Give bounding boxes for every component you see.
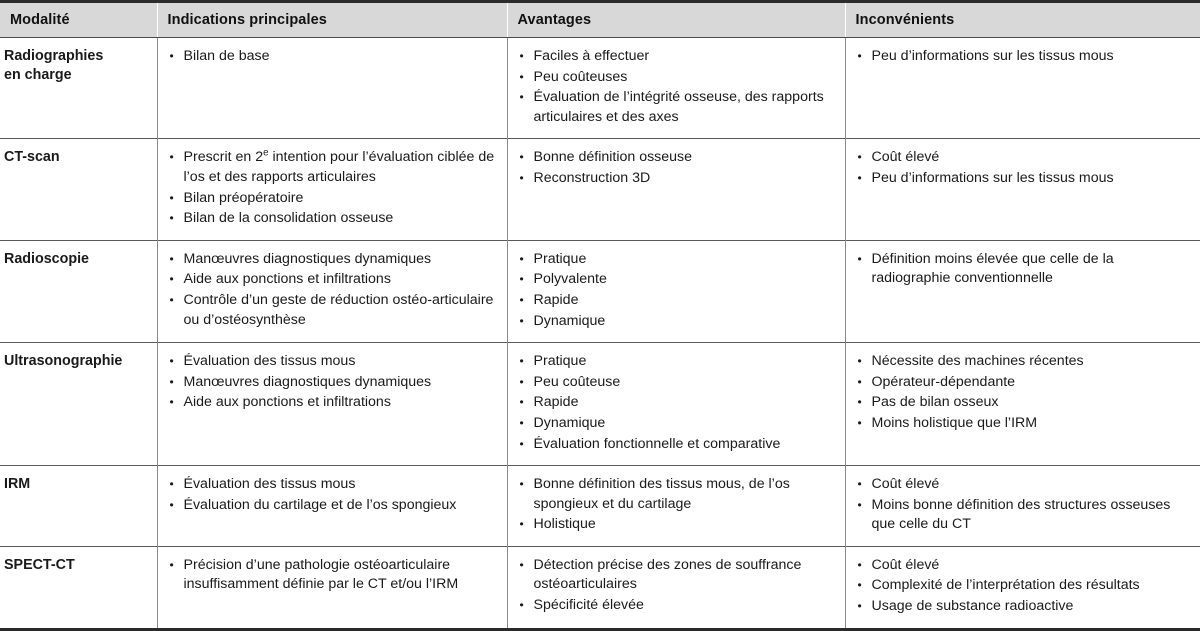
bullet-point-icon: • — [519, 170, 524, 185]
bullet-text: Reconstruction 3D — [533, 169, 651, 186]
table-row — [0, 38, 1200, 139]
bullet-item — [520, 312, 835, 332]
bullet-item — [858, 148, 1191, 168]
bullet-point-icon: • — [857, 395, 862, 410]
modality-label: Radiographies — [4, 48, 104, 64]
bullet-text: Peu d’informations sur les tissus mous — [871, 169, 1114, 186]
inconvenients-cell — [845, 466, 1200, 547]
bullet-text: Faciles à effectuer — [533, 48, 650, 64]
bullet-list — [170, 148, 497, 228]
header-row — [0, 2, 1200, 38]
bullet-point-icon: • — [519, 69, 524, 84]
bullet-text: Pratique — [533, 353, 587, 370]
bullet-text: Bonne définition des tissus mous, de l’os spongieux et du cartilage — [533, 476, 790, 512]
bullet-list — [170, 556, 497, 595]
bullet-text: Rapide — [533, 394, 579, 411]
bullet-point-icon: • — [857, 374, 862, 389]
bullet-text: Holistique — [533, 516, 596, 533]
bullet-point-icon: • — [857, 251, 862, 266]
bullet-item — [170, 189, 497, 209]
bullet-point-icon: • — [857, 557, 862, 572]
table-body — [0, 38, 1200, 630]
bullet-text: Contrôle d’un geste de réduction ostéo-articulaire ou d’ostéosynthèse — [183, 291, 494, 328]
bullet-list — [858, 475, 1191, 535]
bullet-point-icon: • — [519, 354, 524, 369]
bullet-item — [170, 47, 497, 67]
bullet-list — [520, 250, 835, 331]
bullet-point-icon: • — [519, 292, 524, 307]
avantages-cell — [507, 139, 845, 240]
bullet-item — [858, 352, 1191, 372]
modality-name-cell — [0, 139, 157, 240]
bullet-text: Opérateur-dépendante — [871, 373, 1016, 390]
avantages-cell — [507, 546, 845, 629]
indications-cell — [157, 546, 507, 629]
bullet-text: Bonne définition osseuse — [533, 149, 693, 166]
bullet-point-icon: • — [857, 578, 862, 593]
bullet-item — [858, 169, 1191, 189]
bullet-item — [858, 597, 1191, 617]
bullet-text: Dynamique — [533, 414, 606, 431]
bullet-point-icon: • — [857, 354, 862, 369]
bullet-item — [520, 47, 835, 67]
bullet-item — [520, 250, 835, 270]
bullet-list — [170, 352, 497, 413]
bullet-item — [858, 414, 1191, 434]
indications-cell — [157, 38, 507, 139]
bullet-point-icon: • — [857, 150, 862, 165]
bullet-point-icon: • — [169, 395, 174, 410]
bullet-item — [520, 475, 835, 514]
indications-cell — [157, 466, 507, 547]
bullet-item — [520, 435, 835, 455]
bullet-point-icon: • — [169, 211, 174, 226]
bullet-text: Définition moins élevée que celle de la radiographie conventionnelle — [871, 250, 1114, 287]
bullet-item — [170, 373, 497, 393]
bullet-text: Nécessite des machines récentes — [871, 353, 1084, 370]
modality-name-cell — [0, 466, 157, 547]
bullet-point-icon: • — [519, 517, 524, 532]
bullet-point-icon: • — [169, 150, 174, 165]
bullet-list — [170, 250, 497, 330]
bullet-item — [520, 169, 835, 189]
table-row — [0, 240, 1200, 342]
bullet-item — [170, 291, 497, 330]
bullet-text: Peu d’informations sur les tissus mous — [871, 48, 1114, 64]
bullet-point-icon: • — [519, 477, 524, 492]
bullet-item — [170, 496, 497, 516]
bullet-text: Rapide — [533, 291, 579, 308]
inconvenients-cell — [845, 546, 1200, 629]
bullet-point-icon: • — [519, 272, 524, 287]
bullet-text: Coût élevé — [871, 556, 940, 573]
inconvenients-cell — [845, 139, 1200, 240]
bullet-point-icon: • — [169, 251, 174, 266]
modality-name-cell — [0, 546, 157, 629]
bullet-item — [520, 291, 835, 311]
bullet-point-icon: • — [519, 49, 524, 63]
avantages-cell — [507, 240, 845, 342]
bullet-text: Peu coûteuses — [533, 68, 628, 85]
bullet-item — [520, 88, 835, 127]
bullet-text: Coût élevé — [871, 476, 940, 493]
bullet-text: Complexité de l’interprétation des résultats — [871, 577, 1140, 594]
bullet-item — [858, 373, 1191, 393]
bullet-item — [858, 556, 1191, 576]
bullet-point-icon: • — [169, 354, 174, 369]
bullet-item — [170, 209, 497, 229]
inconvenients-cell — [845, 240, 1200, 342]
bullet-item — [520, 148, 835, 168]
bullet-item — [520, 596, 835, 616]
bullet-item — [858, 47, 1191, 67]
modality-label: SPECT-CT — [4, 556, 75, 573]
table-row — [0, 139, 1200, 240]
bullet-item — [170, 250, 497, 270]
bullet-point-icon: • — [857, 415, 862, 430]
modality-label: CT-scan — [4, 149, 60, 166]
indications-cell — [157, 240, 507, 342]
bullet-point-icon: • — [169, 292, 174, 307]
bullet-item — [858, 576, 1191, 596]
modality-name-cell — [0, 240, 157, 342]
bullet-text: Pratique — [533, 250, 587, 267]
bullet-point-icon: • — [857, 170, 862, 185]
bullet-item — [520, 556, 835, 595]
bullet-item — [170, 270, 497, 290]
bullet-item — [170, 393, 497, 413]
bullet-list — [858, 148, 1191, 188]
bullet-text: Bilan de la consolidation osseuse — [183, 210, 394, 227]
table-row — [0, 466, 1200, 547]
bullet-point-icon: • — [519, 150, 524, 165]
bullet-text: Coût élevé — [871, 149, 940, 166]
bullet-item — [858, 250, 1191, 289]
bullet-list — [858, 352, 1191, 433]
bullet-point-icon: • — [519, 436, 524, 451]
bullet-list — [520, 352, 835, 454]
column-header-inconvenients: Inconvénients — [845, 2, 1200, 38]
inconvenients-cell — [845, 38, 1200, 139]
column-header-indications: Indications principales — [157, 2, 507, 38]
modality-label: IRM — [4, 476, 31, 493]
avantages-cell — [507, 343, 845, 466]
bullet-text: Aide aux ponctions et infiltrations — [183, 394, 391, 411]
bullet-text: Manœuvres diagnostiques dynamiques — [183, 373, 432, 390]
bullet-text: Pas de bilan osseux — [871, 394, 999, 411]
bullet-point-icon: • — [519, 557, 524, 572]
bullet-text: Évaluation de l’intégrité osseuse, des rapports articulaires et des axes — [533, 89, 824, 125]
bullet-point-icon: • — [519, 415, 524, 430]
bullet-text: Manœuvres diagnostiques dynamiques — [183, 250, 432, 267]
bullet-item — [170, 475, 497, 495]
modality-label: Ultrasonographie — [4, 353, 123, 370]
bullet-text: Polyvalente — [533, 271, 607, 288]
modality-label: Radioscopie — [4, 250, 90, 267]
bullet-item — [520, 68, 835, 88]
bullet-point-icon: • — [857, 599, 862, 614]
bullet-item — [858, 393, 1191, 413]
modality-label-line2: en charge — [4, 67, 72, 84]
table-row — [0, 343, 1200, 466]
bullet-item — [170, 148, 497, 187]
inconvenients-cell — [845, 343, 1200, 466]
bullet-item — [520, 414, 835, 434]
bullet-point-icon: • — [519, 598, 524, 613]
bullet-item — [858, 496, 1191, 535]
indications-cell — [157, 139, 507, 240]
table-row — [0, 546, 1200, 629]
bullet-list — [520, 475, 835, 535]
bullet-point-icon: • — [169, 49, 174, 63]
modality-name-cell — [0, 343, 157, 466]
bullet-list — [858, 47, 1191, 67]
bullet-text: Bilan préopératoire — [183, 189, 304, 206]
bullet-point-icon: • — [169, 497, 174, 512]
bullet-point-icon: • — [519, 374, 524, 389]
bullet-text: Dynamique — [533, 312, 606, 329]
bullet-list — [170, 47, 497, 67]
bullet-list — [170, 475, 497, 515]
bullet-point-icon: • — [857, 497, 862, 512]
bullet-text: Moins bonne définition des structures osseuses que celle du CT — [871, 496, 1171, 533]
column-header-modalite: Modalité — [0, 2, 157, 38]
bullet-point-icon: • — [169, 374, 174, 389]
bullet-item — [520, 393, 835, 413]
bullet-text: Détection précise des zones de souffrance ostéoarticulaires — [533, 556, 802, 593]
bullet-text: Bilan de base — [183, 48, 270, 64]
bullet-point-icon: • — [169, 557, 174, 572]
bullet-text: Évaluation du cartilage et de l’os spongieux — [183, 496, 457, 513]
bullet-text: Évaluation des tissus mous — [183, 353, 356, 370]
bullet-text: Spécificité élevée — [533, 597, 644, 614]
bullet-list — [858, 250, 1191, 289]
bullet-text: Aide aux ponctions et infiltrations — [183, 271, 391, 288]
bullet-item — [170, 556, 497, 595]
indications-cell — [157, 343, 507, 466]
bullet-point-icon: • — [519, 90, 524, 105]
ordinal-suffix: e — [263, 147, 269, 159]
bullet-text: Évaluation fonctionnelle et comparative — [533, 435, 781, 452]
bullet-point-icon: • — [519, 251, 524, 266]
bullet-text: Usage de substance radioactive — [871, 598, 1074, 615]
bullet-list — [520, 556, 835, 616]
bullet-point-icon: • — [857, 49, 862, 63]
bullet-item — [170, 352, 497, 372]
bullet-item — [520, 270, 835, 290]
modality-name-cell — [0, 38, 157, 139]
bullet-point-icon: • — [169, 272, 174, 287]
bullet-item — [520, 373, 835, 393]
bullet-text: Peu coûteuse — [533, 373, 621, 390]
bullet-text: Moins holistique que l’IRM — [871, 414, 1038, 431]
bullet-point-icon: • — [169, 190, 174, 205]
table-header — [0, 2, 1200, 38]
avantages-cell — [507, 38, 845, 139]
column-header-avantages: Avantages — [507, 2, 845, 38]
bullet-point-icon: • — [519, 395, 524, 410]
bullet-point-icon: • — [169, 477, 174, 492]
bullet-item — [520, 352, 835, 372]
bullet-point-icon: • — [519, 313, 524, 328]
bullet-item — [858, 475, 1191, 495]
bullet-text: Précision d’une pathologie ostéoarticulaire insuffisamment définie par le CT et/ou l’IRM — [183, 556, 459, 593]
bullet-item — [520, 515, 835, 535]
avantages-cell — [507, 466, 845, 547]
bullet-point-icon: • — [857, 477, 862, 492]
bullet-text: Prescrit en 2e intention pour l’évaluation ciblée de l’os et des rapports articulaires — [183, 147, 495, 185]
bullet-list — [520, 47, 835, 127]
bullet-text: Évaluation des tissus mous — [183, 476, 356, 493]
bullet-list — [858, 556, 1191, 617]
bullet-list — [520, 148, 835, 188]
